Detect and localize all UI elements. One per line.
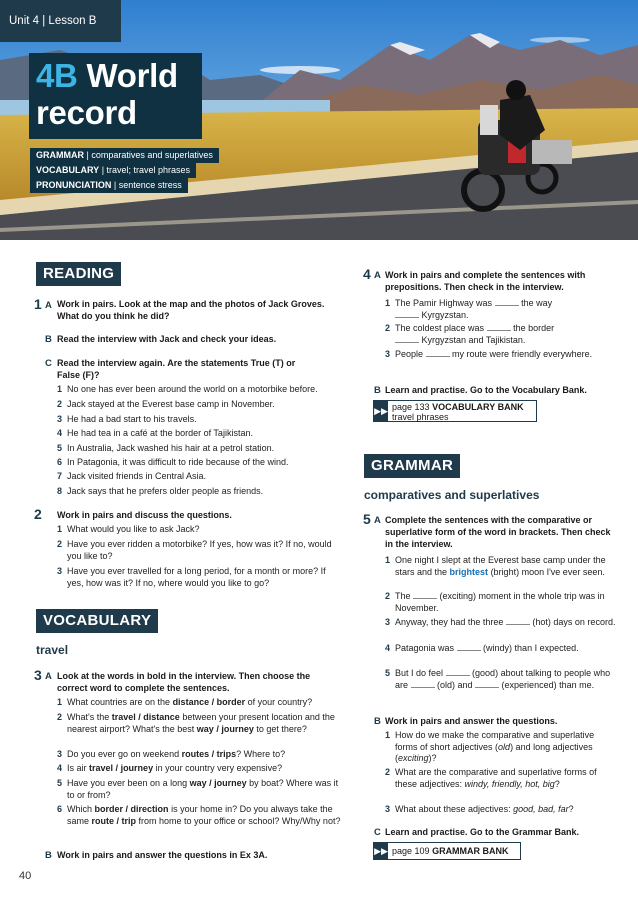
grammar-bank-label: GRAMMAR BANK xyxy=(432,846,509,856)
statement-4: 4 He had tea in a café at the border of Tajikistan. xyxy=(57,428,253,438)
statement-1: 1 No one has ever been around the world on a motorbike before. xyxy=(57,384,318,394)
exercise-4a-letter: A xyxy=(374,270,381,281)
unit-lesson-tag: Unit 4 | Lesson B xyxy=(0,0,121,42)
grammar-sentence-5: 5 But I do feel (good) about talking to people who are (old) and (experienced) than me. xyxy=(385,668,611,690)
vocab-sentence-6: 6 Which border / direction is your home in? Do you always take the same route / trip from home to your office or school? Why/Why not? xyxy=(57,804,341,826)
statement-2: 2 Jack stayed at the Everest base camp in November. xyxy=(57,399,275,409)
info-vocabulary: VOCABULARY | travel; travel phrases xyxy=(30,163,196,178)
exercise-4b-letter: B xyxy=(374,385,381,396)
preposition-sentence-2: 2 The coldest place was the border Kyrgyzstan and Tajikistan. xyxy=(385,323,555,345)
exercise-1a-instruction: Work in pairs. Look at the map and the photos of Jack Groves. What do you think he did? xyxy=(57,299,325,321)
exercise-1a-letter: A xyxy=(45,300,52,311)
exercise-3a-letter: A xyxy=(45,671,52,682)
lesson-title-line1: World xyxy=(86,57,178,94)
exercise-2-number: 2 xyxy=(34,506,42,522)
lesson-number: 4B xyxy=(36,57,78,94)
exercise-1c-letter: C xyxy=(45,358,52,369)
vocabulary-bank-topic: travel phrases xyxy=(392,412,449,422)
exercise-1c-instruction: Read the interview again. Are the statements True (T) or False (F)? xyxy=(57,358,296,380)
vocab-sentence-5: 5 Have you ever been on a long way / journey by boat? Where was it to or from? xyxy=(57,778,339,800)
grammar-bank-link[interactable] xyxy=(373,842,521,860)
fast-forward-icon: ▶▶ xyxy=(374,401,388,421)
discussion-question-2: 2 Have you ever ridden a motorbike? If yes, how was it? If no, would you like to? xyxy=(57,539,332,561)
vocabulary-bank-link[interactable] xyxy=(373,400,537,422)
exercise-5c-letter: C xyxy=(374,827,381,838)
statement-5: 5 In Australia, Jack washed his hair at a petrol station. xyxy=(57,443,275,453)
exercise-5c-instruction: Learn and practise. Go to the Grammar Bank. xyxy=(385,827,580,837)
exercise-4b-instruction: Learn and practise. Go to the Vocabulary Bank. xyxy=(385,385,587,395)
grammar-sentence-3: 3 Anyway, they had the three (hot) days on record. xyxy=(385,617,616,627)
grammar-sentence-4: 4 Patagonia was (windy) than I expected. xyxy=(385,643,579,653)
exercise-5b-letter: B xyxy=(374,716,381,727)
exercise-3b-instruction: Work in pairs and answer the questions in Ex 3A. xyxy=(57,850,268,860)
lesson-title xyxy=(36,57,202,131)
exercise-5a-letter: A xyxy=(374,515,381,526)
exercise-1b-instruction: Read the interview with Jack and check your ideas. xyxy=(57,334,277,344)
grammar-heading: GRAMMAR xyxy=(364,454,460,478)
grammar-question-2: 2 What are the comparative and superlative forms of these adjectives: windy, friendly, hot, big? xyxy=(385,767,597,789)
grammar-sentence-2: 2 The (exciting) moment in the whole trip was in November. xyxy=(385,591,605,613)
exercise-3a-instruction: Look at the words in bold in the interview. Then choose the correct word to complete the sentences. xyxy=(57,671,311,693)
discussion-question-3: 3 Have you ever travelled for a long period, for a month or more? If yes, how was it? If no, where would you like to go? xyxy=(57,566,326,588)
statement-8: 8 Jack says that he prefers older people as friends. xyxy=(57,486,264,496)
reading-heading: READING xyxy=(36,262,121,286)
grammar-sentence-1: 1 One night I slept at the Everest base camp under the stars and the brightest (bright) moon I've ever seen. xyxy=(385,555,606,577)
exercise-3-number: 3 xyxy=(34,667,42,683)
exercise-1-number: 1 xyxy=(34,296,42,312)
vocab-sentence-2: 2 What's the travel / distance between your present location and the nearest airport? What's the best way / journey to get there? xyxy=(57,712,335,734)
preposition-sentence-1: 1 The Pamir Highway was the way Kyrgyzstan. xyxy=(385,298,553,320)
grammar-subheading: comparatives and superlatives xyxy=(364,488,540,502)
grammar-question-1: 1 How do we make the comparative and superlative forms of short adjectives (old) and long adjectives (exciting)? xyxy=(385,730,595,763)
fast-forward-icon: ▶▶ xyxy=(374,843,388,859)
vocab-sentence-1: 1 What countries are on the distance / border of your country? xyxy=(57,697,313,707)
grammar-question-3: 3 What about these adjectives: good, bad, far? xyxy=(385,804,574,814)
vocab-sentence-3: 3 Do you ever go on weekend routes / trips? Where to? xyxy=(57,749,286,759)
vocabulary-bank-page: page 133 xyxy=(392,402,430,412)
vocab-sentence-4: 4 Is air travel / journey in your country very expensive? xyxy=(57,763,283,773)
exercise-2-instruction: Work in pairs and discuss the questions. xyxy=(57,510,232,520)
lesson-title-box xyxy=(29,53,202,139)
statement-6: 6 In Patagonia, it was difficult to ride because of the wind. xyxy=(57,457,289,467)
exercise-3b-letter: B xyxy=(45,850,52,861)
info-pronunciation: PRONUNCIATION | sentence stress xyxy=(30,178,188,193)
exercise-5b-instruction: Work in pairs and answer the questions. xyxy=(385,716,558,726)
exercise-4a-instruction: Work in pairs and complete the sentences with prepositions. Then check in the interview. xyxy=(385,270,586,292)
vocabulary-subheading: travel xyxy=(36,643,69,657)
exercise-1b-letter: B xyxy=(45,334,52,345)
lesson-title-line2: record xyxy=(36,94,137,131)
exercise-5-number: 5 xyxy=(363,511,371,527)
info-grammar: GRAMMAR | comparatives and superlatives xyxy=(30,148,219,163)
exercise-4-number: 4 xyxy=(363,266,371,282)
exercise-5a-instruction: Complete the sentences with the comparative or superlative form of the word in brackets. Then check in the interview. xyxy=(385,515,611,549)
statement-7: 7 Jack visited friends in Central Asia. xyxy=(57,471,207,481)
preposition-sentence-3: 3 People my route were friendly everywhere. xyxy=(385,349,593,359)
page-number: 40 xyxy=(19,870,32,882)
hero-photo xyxy=(0,0,638,240)
statement-3: 3 He had a bad start to his travels. xyxy=(57,414,197,424)
grammar-bank-page: page 109 xyxy=(392,846,430,856)
discussion-question-1: 1 What would you like to ask Jack? xyxy=(57,524,200,534)
vocabulary-bank-label: VOCABULARY BANK xyxy=(432,402,524,412)
vocabulary-heading: VOCABULARY xyxy=(36,609,158,633)
